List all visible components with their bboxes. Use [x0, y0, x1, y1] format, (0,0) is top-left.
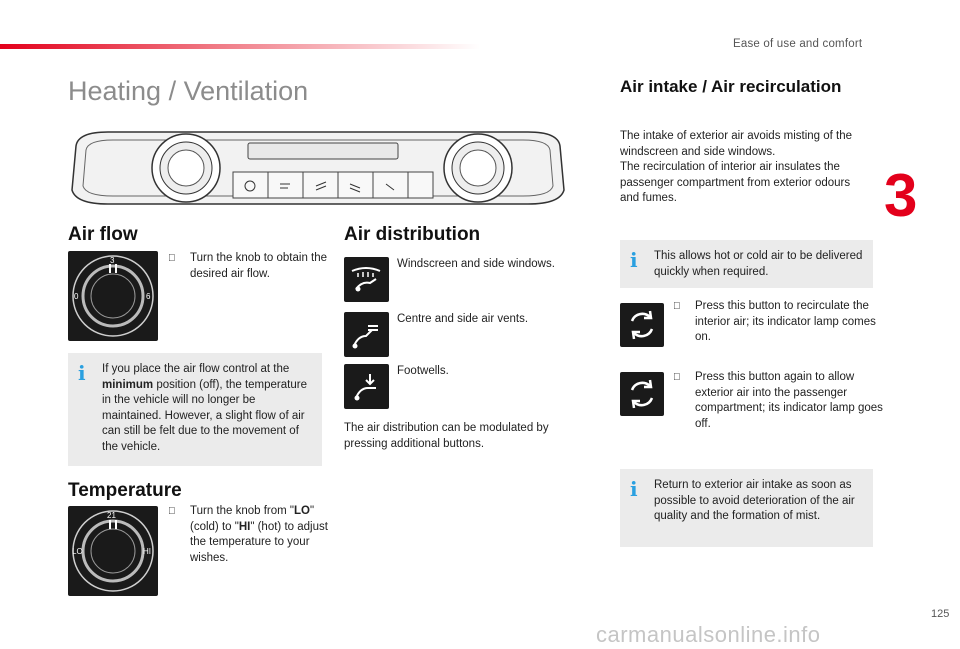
- bullet-marker-icon: [673, 370, 681, 386]
- windscreen-label: Windscreen and side windows.: [397, 258, 555, 270]
- temperature-heading: Temperature: [68, 480, 182, 501]
- bullet-marker-icon: [673, 299, 681, 315]
- knob-label-3: 3: [110, 256, 115, 265]
- windscreen-button[interactable]: [344, 257, 389, 302]
- page-number: 125: [931, 608, 950, 620]
- recirculation-icon: [620, 303, 664, 347]
- knob-label-lo: LO: [72, 547, 83, 556]
- windscreen-air-icon: [344, 257, 389, 302]
- footwell-air-icon: [344, 364, 389, 409]
- knob-label-21: 21: [107, 511, 116, 520]
- header-accent-bar: [0, 44, 480, 49]
- air-flow-info-box: i If you place the air flow control at the minimum position (off), the temperature in the vehicle will no longer be maintained. However, a slight flow of air can still be felt due to the movement of the vehicle.: [68, 353, 322, 466]
- face-vent-icon: [344, 312, 389, 357]
- centre-vents-button[interactable]: [344, 312, 389, 357]
- recirculation-button[interactable]: [620, 303, 664, 347]
- knob-label-0: 0: [74, 292, 79, 301]
- info-icon: i: [630, 248, 638, 272]
- bullet-marker-icon: [168, 251, 176, 267]
- air-distribution-note: The air distribution can be modulated by pressing additional buttons.: [344, 422, 549, 450]
- knob-label-6: 6: [146, 292, 151, 301]
- temperature-knob-image: [68, 506, 158, 596]
- page-title: Heating / Ventilation: [68, 76, 309, 106]
- air-intake-heading: Air intake / Air recirculation: [620, 77, 842, 96]
- exterior-air-button[interactable]: [620, 372, 664, 416]
- info-icon: i: [630, 477, 638, 501]
- temperature-knob-icon: [68, 506, 158, 596]
- air-flow-knob-image: [68, 251, 158, 341]
- recirculation-step-2: Press this button again to allow exterior air into the passenger compartment; its indicator lamp goes off.: [673, 370, 890, 432]
- centre-vents-label: Centre and side air vents.: [397, 313, 529, 325]
- footwells-button[interactable]: [344, 364, 389, 409]
- recirculation-icon: [620, 372, 664, 416]
- temperature-instruction: Turn the knob from "LO" (cold) to "HI" (hot) to adjust the temperature to your wishes.: [168, 504, 342, 566]
- knob-label-hi: HI: [143, 547, 151, 556]
- footwells-label: Footwells.: [397, 365, 449, 377]
- bullet-marker-icon: [168, 504, 176, 520]
- air-flow-instruction: Turn the knob to obtain the desired air flow.: [168, 251, 340, 282]
- watermark: carmanualsonline.info: [596, 622, 821, 647]
- control-panel-illustration: [68, 128, 568, 208]
- air-flow-heading: Air flow: [68, 224, 138, 245]
- air-intake-info-box-1: i This allows hot or cold air to be delivered quickly when required.: [620, 240, 873, 288]
- chapter-number: 3: [884, 162, 918, 229]
- info-icon: i: [78, 361, 86, 385]
- air-distribution-heading: Air distribution: [344, 224, 481, 245]
- recirculation-step-1: Press this button to recirculate the interior air; its indicator lamp comes on.: [673, 299, 890, 346]
- air-intake-info-box-2: i Return to exterior air intake as soon as possible to avoid deterioration of the air quality and the formation of mist.: [620, 469, 873, 547]
- section-label: Ease of use and comfort: [733, 38, 863, 50]
- air-intake-intro: The intake of exterior air avoids misting of the windscreen and side windows. The recirculation of interior air insulates the passenger compartment from exterior odours and fumes.: [620, 130, 853, 204]
- fan-knob-icon: [68, 251, 158, 341]
